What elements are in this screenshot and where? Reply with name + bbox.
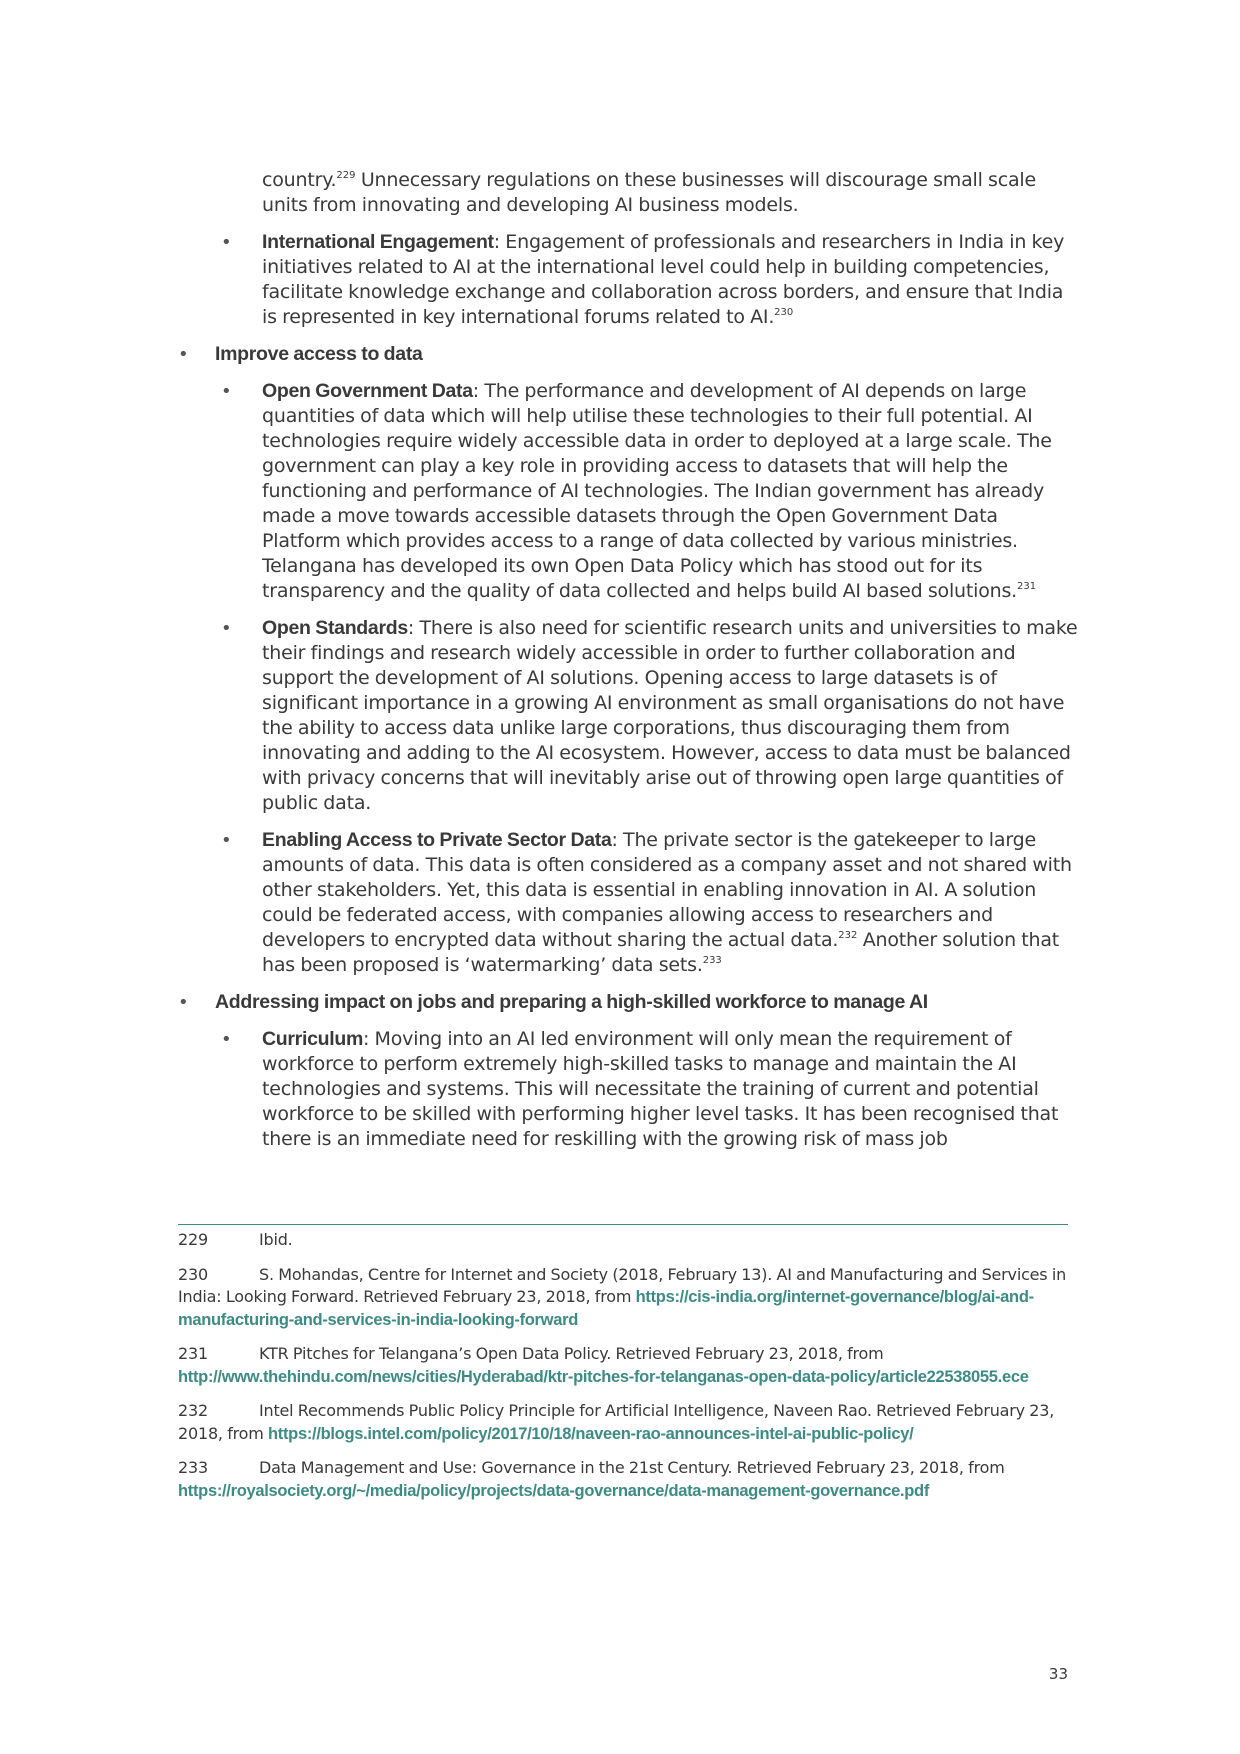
footnote-link[interactable]: https://royalsociety.org/~/media/policy/projects/data-governance/data-management-governance.pdf (178, 1481, 930, 1500)
footnote-number: 233 (178, 1458, 208, 1477)
footnote-number: 231 (178, 1344, 208, 1363)
footnote-link[interactable]: https://cis-india.org/internet-governance/blog/ai-and-manufacturing-and-services-in-india-looking-forward (178, 1288, 1034, 1329)
footnote-232: 232 Intel Recommends Public Policy Principle for Artificial Intelligence, Naveen Rao. Retrieved February 23, 2018, from https://blogs.intel.com/policy/2017/10/18/naveen-rao-announces-intel-ai-public-policy/ (178, 1401, 1055, 1443)
footnotes (178, 1229, 1078, 1514)
footnote-number: 232 (178, 1401, 208, 1420)
bullet-icon: • (221, 830, 232, 851)
footnote-number: 230 (178, 1264, 208, 1284)
footnote-ref[interactable]: 232 (838, 930, 858, 941)
section-heading: Improve access to data (215, 343, 423, 365)
bullet-open-government-data: • Open Government Data: The performance and development of AI depends on large quantities of data which will help utilise these technologies to their full potential. AI technologies require widely accessible data in order to deployed at a large scale. The government can play a key role in providing access to datasets that will help the functioning and performance of AI technologies. The Indian government has already made a move towards accessible datasets through the Open Government Data Platform which provides access to a range of data collected by various ministries. Telangana has developed its own Open Data Policy which has stood out for its transparency and the quality of data collected and helps build AI based solutions.$^{231}$ (221, 380, 1052, 602)
bullet-private-sector-data: • Enabling Access to Private Sector Data: The private sector is the gatekeeper to large amounts of data. This data is often considered as a company asset and not shared with other stakeholders. Yet, this data is essential in enabling innovation in AI. A solution could be federated access, with companies allowing access to researchers and developers to encrypted data without sharing the actual data.$^{232}$ Another solution that has been proposed is ‘watermarking’ data sets.$^{233}$ (221, 829, 1072, 976)
footnote-231: 231 KTR Pitches for Telangana’s Open Data Policy. Retrieved February 23, 2018, from http://www.thehindu.com/news/cities/Hyderabad/ktr-pitches-for-telanganas-open-data-policy/article22538055.ece (178, 1344, 1029, 1386)
bullet-international-engagement: • International Engagement: Engagement of professionals and researchers in India in key initiatives related to AI at the international level could help in building competencies, facilitate knowledge exchange and collaboration across borders, and ensure that India is represented in key international forums related to AI.$^{230}$ (221, 231, 1065, 328)
footnote-number: 229 (178, 1230, 208, 1249)
term-open-standards: Open Standards (262, 617, 408, 639)
section-heading: Addressing impact on jobs and preparing a high-skilled workforce to manage AI (215, 991, 928, 1013)
footnote-ref[interactable]: 230 (774, 307, 794, 318)
continued-paragraph: country.$^{229}$ Unnecessary regulations on these businesses will discourage small scale units from innovating and developing AI business models. (262, 169, 1037, 216)
footnote-233: 233 Data Management and Use: Governance in the 21st Century. Retrieved February 23, 2018, from https://royalsociety.org/~/media/policy/projects/data-governance/data-management-governance.pdf (178, 1458, 1005, 1500)
term-curriculum: Curriculum (262, 1028, 364, 1050)
bullet-icon: • (221, 232, 232, 253)
footnote-divider (178, 1224, 1068, 1225)
bullet-open-standards: • Open Standards: There is also need for scientific research units and universities to make their findings and research widely accessible in order to further collaboration and support the development of AI solutions. Opening access to large datasets is of significant importance in a growing AI environment as small organisations do not have the ability to access data unlike large corporations, thus discouraging them from innovating and adding to the AI ecosystem. However, access to data must be balanced with privacy concerns that will inevitably arise out of throwing open large quantities of public data. (221, 617, 1078, 814)
footnote-link[interactable]: http://www.thehindu.com/news/cities/Hyderabad/ktr-pitches-for-telanganas-open-data-policy/article22538055.ece (178, 1367, 1029, 1386)
bullet-icon: • (221, 381, 232, 402)
footnote-230: 230 S. Mohandas, Centre for Internet and Society (2018, February 13). AI and Manufacturing and Services in India: Looking Forward. Retrieved February 23, 2018, from https://cis-india.org/internet-governance/blog/ai-and-manufacturing-and-services-in-india-looking-forward (178, 1264, 1067, 1329)
footnote-ref[interactable]: 233 (702, 955, 722, 966)
term-international-engagement: International Engagement (262, 231, 494, 253)
page-number: 33 (1048, 1665, 1068, 1683)
bullet-icon: • (221, 1029, 232, 1050)
footnote-link[interactable]: https://blogs.intel.com/policy/2017/10/18/naveen-rao-announces-intel-ai-public-policy/ (268, 1424, 914, 1443)
footnote-ref[interactable]: 229 (336, 170, 356, 181)
term-open-government-data: Open Government Data (262, 380, 473, 402)
footnote-ref[interactable]: 231 (1017, 581, 1037, 592)
term-private-sector-data: Enabling Access to Private Sector Data (262, 829, 612, 851)
bullet-icon: • (178, 992, 189, 1013)
bullet-improve-access-to-data (178, 342, 1080, 367)
bullet-icon: • (221, 618, 232, 639)
footnote-229: 229 Ibid. (178, 1229, 1078, 1252)
bullet-addressing-jobs (178, 990, 1080, 1015)
bullet-icon: • (178, 344, 189, 365)
main-content (178, 168, 1080, 1164)
bullet-curriculum: • Curriculum: Moving into an AI led environment will only mean the requirement of workforce to perform extremely high-skilled tasks to manage and maintain the AI technologies and systems. This will necessitate the training of current and potential workforce to be skilled with performing higher level tasks. It has been recognised that there is an immediate need for reskilling with the growing risk of mass job (221, 1028, 1059, 1150)
